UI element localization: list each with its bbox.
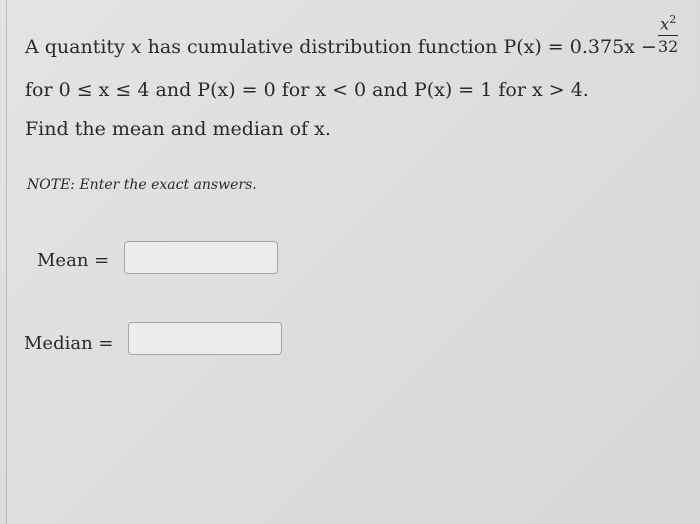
median-input[interactable] bbox=[128, 322, 282, 355]
question-panel bbox=[6, 0, 699, 524]
question-intro: A quantity bbox=[25, 36, 125, 58]
question-line-2: for 0 ≤ x ≤ 4 and P(x) = 0 for x < 0 and P(x) = 1 for x > 4. bbox=[25, 79, 589, 101]
fraction-denominator: 32 bbox=[658, 37, 679, 57]
question-description: has cumulative distribution function bbox=[147, 36, 498, 58]
median-label: Median = bbox=[24, 333, 114, 354]
cdf-expression: P(x) = 0.375x − bbox=[503, 36, 657, 58]
mean-label: Mean = bbox=[37, 250, 110, 271]
mean-input[interactable] bbox=[124, 241, 278, 274]
question-line-3: Find the mean and median of x. bbox=[25, 118, 331, 140]
variable-x: x bbox=[130, 36, 142, 58]
question-line-1 bbox=[25, 36, 657, 58]
note-text: NOTE: Enter the exact answers. bbox=[27, 177, 257, 193]
fraction-x-squared-over-32 bbox=[658, 14, 678, 55]
fraction-numerator: $x^2$ bbox=[660, 13, 677, 34]
